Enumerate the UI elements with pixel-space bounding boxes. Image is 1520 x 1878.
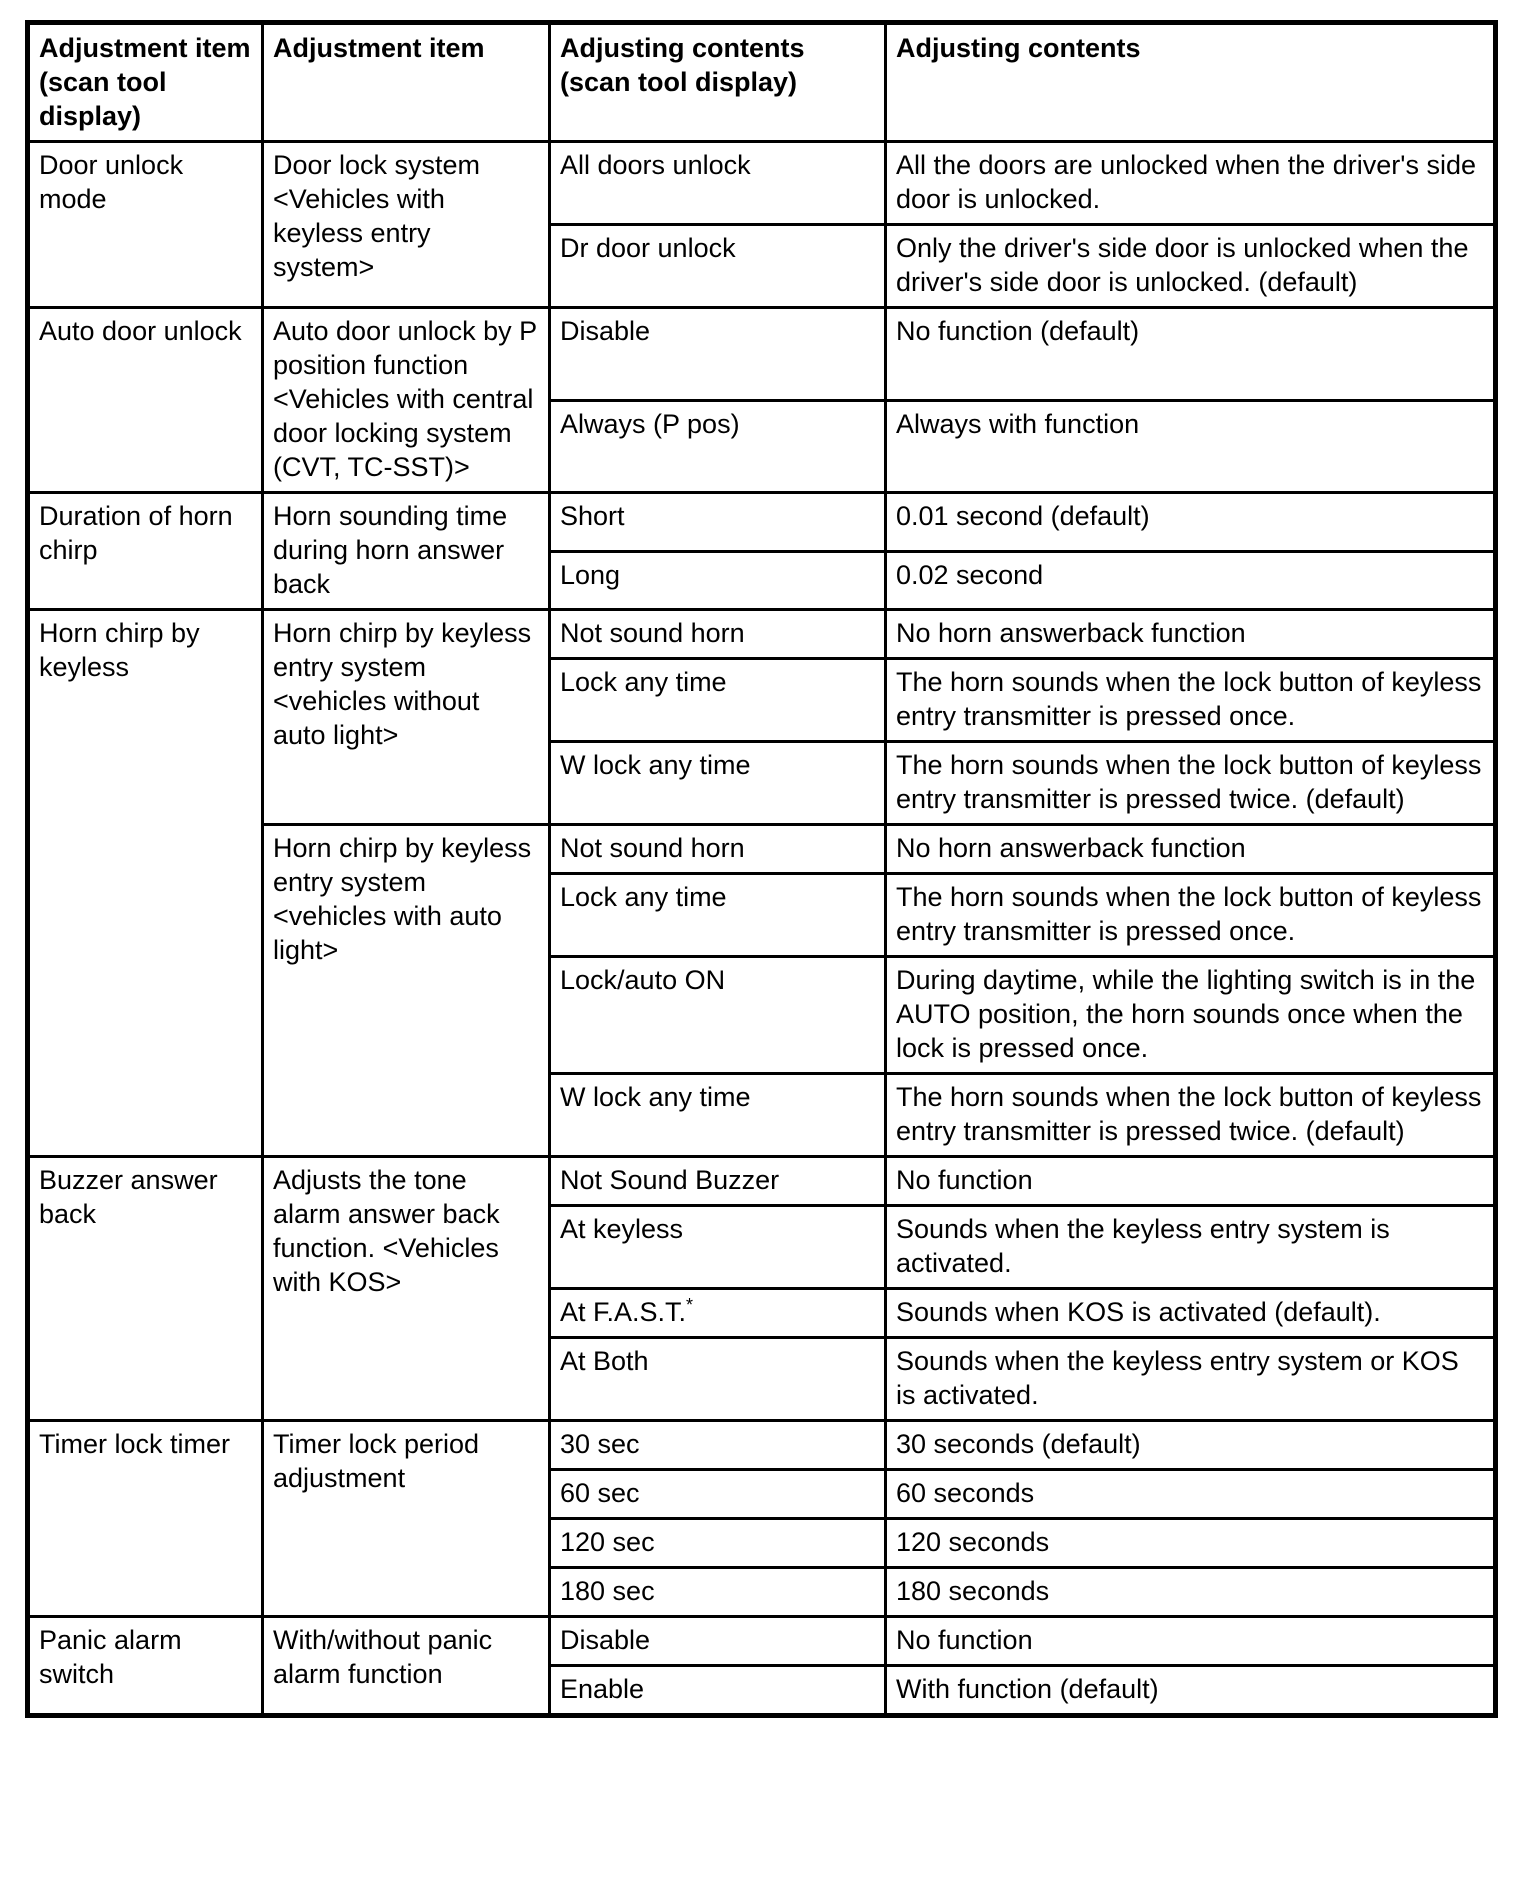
table-row [28,1617,1496,1666]
adjusting-description-cell: No horn answerback function [886,610,1496,659]
adjusting-content-cell: 60 sec [550,1470,886,1519]
adjusting-description-cell: 0.01 second (default) [886,493,1496,552]
adjusting-content-cell [550,1289,886,1338]
adjustment-item-cell: Duration of horn chirp [28,493,263,610]
adjusting-description-cell: The horn sounds when the lock button of keyless entry transmitter is pressed once. [886,659,1496,742]
adjusting-content-text: At F.A.S.T. [560,1297,687,1327]
adjusting-content-cell: Disable [550,1617,886,1666]
column-header-adjustment-item: Adjustment item [263,23,550,142]
adjusting-description-cell: 0.02 second [886,551,1496,610]
adjusting-description-cell: Only the driver's side door is unlocked when the driver's side door is unlocked. (default) [886,225,1496,308]
adjusting-content-cell: Enable [550,1666,886,1716]
adjusting-description-cell: No function (default) [886,308,1496,401]
adjustment-item-cell: Panic alarm switch [28,1617,263,1716]
table-row [28,1157,1496,1206]
adjusting-content-cell: Lock any time [550,659,886,742]
adjustment-subitem-cell: Adjusts the tone alarm answer back function. <Vehicles with KOS> [263,1157,550,1421]
adjusting-description-cell: Sounds when the keyless entry system is activated. [886,1206,1496,1289]
adjusting-content-cell: Dr door unlock [550,225,886,308]
adjusting-description-cell: The horn sounds when the lock button of keyless entry transmitter is pressed twice. (default) [886,742,1496,825]
adjusting-content-cell: At Both [550,1338,886,1421]
adjusting-content-cell: Always (P pos) [550,400,886,493]
column-header-adjusting-contents: Adjusting contents [886,23,1496,142]
adjusting-description-cell: All the doors are unlocked when the driver's side door is unlocked. [886,142,1496,225]
table-row [28,610,1496,659]
adjustment-subitem-cell: Timer lock period adjustment [263,1421,550,1617]
header-row [28,23,1496,142]
adjusting-content-cell: 30 sec [550,1421,886,1470]
adjusting-description-cell: 180 seconds [886,1568,1496,1617]
adjustment-subitem-cell: Door lock system <Vehicles with keyless entry system> [263,142,550,308]
column-header-adjustment-item-scan: Adjustment item (scan tool display) [28,23,263,142]
adjustment-item-cell: Door unlock mode [28,142,263,308]
adjustment-subitem-cell: Horn sounding time during horn answer back [263,493,550,610]
adjusting-description-cell: 30 seconds (default) [886,1421,1496,1470]
adjusting-content-cell: Lock/auto ON [550,957,886,1074]
adjusting-description-cell: No function [886,1157,1496,1206]
table-row [28,308,1496,401]
adjusting-content-cell: All doors unlock [550,142,886,225]
adjusting-content-cell: Long [550,551,886,610]
adjusting-content-cell: W lock any time [550,1074,886,1157]
table-row [28,493,1496,552]
adjusting-content-cell: W lock any time [550,742,886,825]
adjusting-description-cell: 60 seconds [886,1470,1496,1519]
adjustment-subitem-cell: Horn chirp by keyless entry system <vehicles without auto light> [263,610,550,825]
adjustment-item-cell: Auto door unlock [28,308,263,493]
adjusting-description-cell: No function [886,1617,1496,1666]
adjusting-description-cell: The horn sounds when the lock button of keyless entry transmitter is pressed once. [886,874,1496,957]
adjusting-content-cell: 180 sec [550,1568,886,1617]
column-header-adjusting-contents-scan: Adjusting contents (scan tool display) [550,23,886,142]
adjusting-content-cell: Not sound horn [550,825,886,874]
adjusting-content-cell: Not sound horn [550,610,886,659]
footnote-asterisk: * [686,1295,694,1315]
table-row [28,1421,1496,1470]
settings-table [25,20,1498,1718]
adjusting-content-cell: Short [550,493,886,552]
adjusting-content-cell: At keyless [550,1206,886,1289]
adjusting-description-cell: Sounds when the keyless entry system or KOS is activated. [886,1338,1496,1421]
adjustment-subitem-cell: Auto door unlock by P position function <Vehicles with central door locking system (CVT, TC-SST)> [263,308,550,493]
adjusting-description-cell: No horn answerback function [886,825,1496,874]
adjustment-item-cell: Buzzer answer back [28,1157,263,1421]
adjusting-description-cell: During daytime, while the lighting switch is in the AUTO position, the horn sounds once when the lock is pressed once. [886,957,1496,1074]
adjusting-content-cell: Lock any time [550,874,886,957]
adjusting-content-cell: Not Sound Buzzer [550,1157,886,1206]
adjustment-subitem-cell: With/without panic alarm function [263,1617,550,1716]
adjustment-item-cell: Timer lock timer [28,1421,263,1617]
adjusting-description-cell: With function (default) [886,1666,1496,1716]
adjusting-content-cell: Disable [550,308,886,401]
adjustment-subitem-cell: Horn chirp by keyless entry system <vehicles with auto light> [263,825,550,1157]
adjustment-item-cell: Horn chirp by keyless [28,610,263,1157]
table-row [28,142,1496,225]
adjusting-description-cell: Sounds when KOS is activated (default). [886,1289,1496,1338]
adjusting-description-cell: The horn sounds when the lock button of keyless entry transmitter is pressed twice. (default) [886,1074,1496,1157]
adjusting-content-cell: 120 sec [550,1519,886,1568]
adjusting-description-cell: Always with function [886,400,1496,493]
adjusting-description-cell: 120 seconds [886,1519,1496,1568]
